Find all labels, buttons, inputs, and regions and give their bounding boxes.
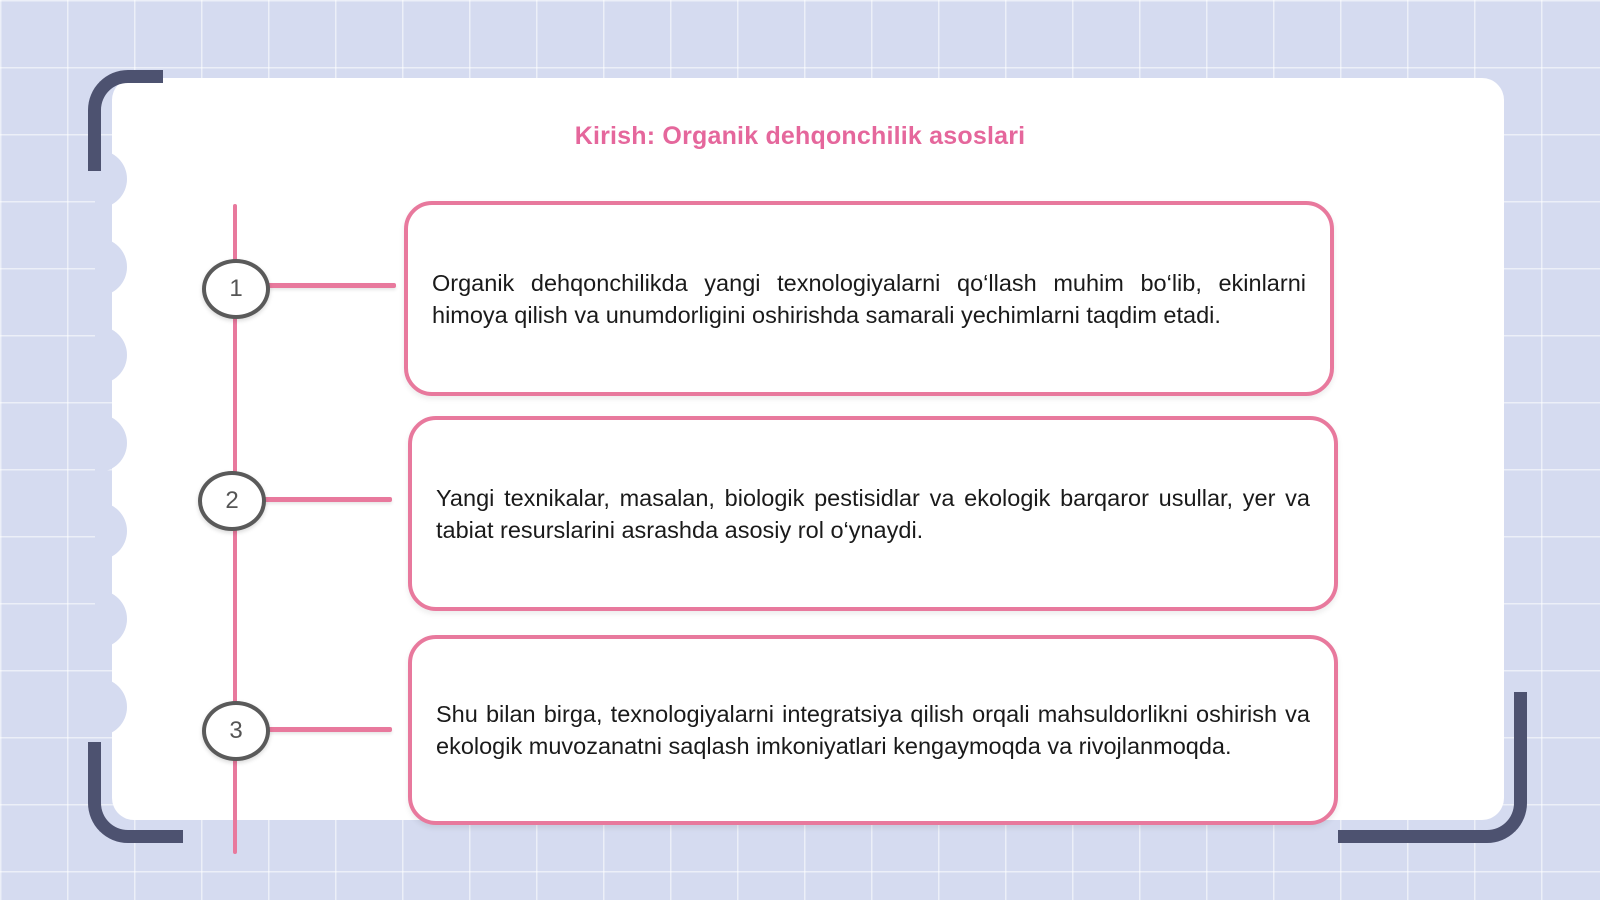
step-card-1	[404, 201, 1334, 396]
step-number-3: 3	[202, 701, 270, 761]
timeline-connector-3	[266, 727, 392, 732]
step-text-2: Yangi texnikalar, masalan, biologik pestisidlar va ekologik barqaror usullar, yer va tabiat resurslarini asrashda asosiy rol o‘ynaydi.	[436, 484, 1310, 543]
step-text-1: Organik dehqonchilikda yangi texnologiyalarni qo‘llash muhim bo‘lib, ekinlarni himoya qilish va unumdorligini oshirishda samarali yechimlarni taqdim etadi.	[432, 269, 1306, 328]
corner-bracket-top-left	[88, 70, 163, 171]
corner-bracket-bottom-left	[88, 742, 183, 843]
corner-bracket-bottom-right	[1338, 692, 1527, 843]
timeline-connector-2	[262, 497, 392, 502]
timeline-connector-1	[266, 283, 396, 288]
step-text-3: Shu bilan birga, texnologiyalarni integratsiya qilish orqali mahsuldorlikni oshirish va ekologik muvozanatni saqlash imkoniyatlari kengaymoqda va rivojlanmoqda.	[436, 701, 1310, 759]
step-card-2	[408, 416, 1338, 611]
slide-title: Kirish: Organik dehqonchilik asoslari	[574, 122, 1026, 150]
step-card-3	[408, 635, 1338, 825]
step-number-2: 2	[198, 471, 266, 531]
step-number-1: 1	[202, 259, 270, 319]
